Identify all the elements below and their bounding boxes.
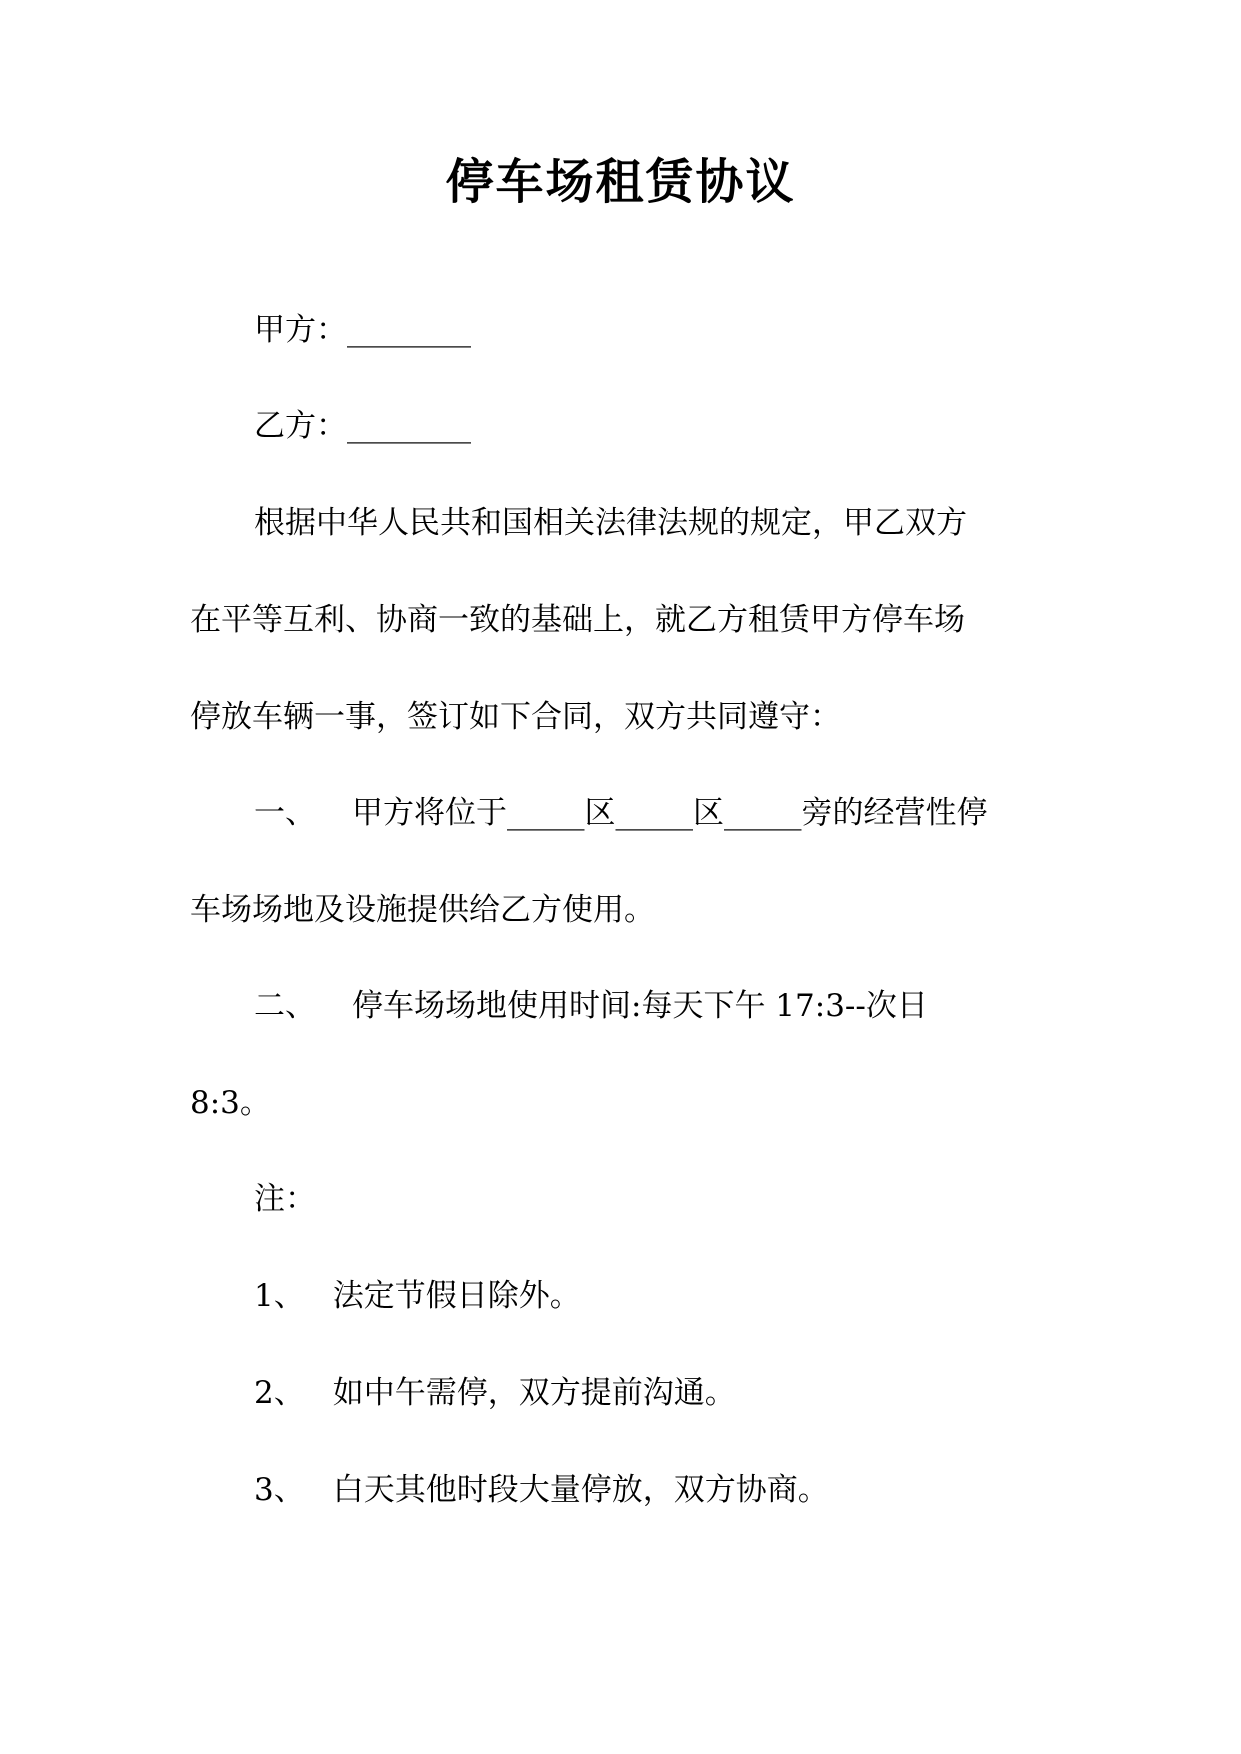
document-title: 停车场租赁协议 [445,154,796,210]
note-item [254,1468,1084,1512]
clause-1-line-1 [254,791,1084,835]
note-label: 注： [254,1181,316,1217]
note-2-number: 2、 [254,1375,305,1411]
note-3-text: 白天其他时段大量停放，双方协商。 [332,1472,829,1508]
clause-2-text: 停车场场地使用时间:每天下午 17:3--次日 [352,988,928,1024]
party-a-line: 甲方：________ [254,312,471,348]
note-item [254,1274,1084,1318]
note-3-number: 3、 [254,1472,305,1508]
note-1-text: 法定节假日除外。 [332,1278,581,1314]
clause-2-number: 二、 [254,988,316,1024]
preamble-line-3: 停放车辆一事，签订如下合同，双方共同遵守： [190,699,841,735]
clause-1-text: 甲方将位于_____区_____区_____旁的经营性停 [352,795,988,831]
note-1-number: 1、 [254,1278,305,1314]
preamble-line-2: 在平等互利、协商一致的基础上，就乙方租赁甲方停车场 [190,602,965,638]
clause-2-line-2: 8:3。 [190,1085,271,1121]
clause-2-line-1 [254,984,1084,1028]
clause-1-number: 一、 [254,795,316,831]
party-b-line: 乙方：________ [254,408,471,444]
note-2-text: 如中午需停，双方提前沟通。 [332,1375,736,1411]
note-item [254,1371,1084,1415]
preamble-line-1: 根据中华人民共和国相关法律法规的规定，甲乙双方 [254,505,967,541]
clause-1-line-2: 车场场地及设施提供给乙方使用。 [190,892,655,928]
